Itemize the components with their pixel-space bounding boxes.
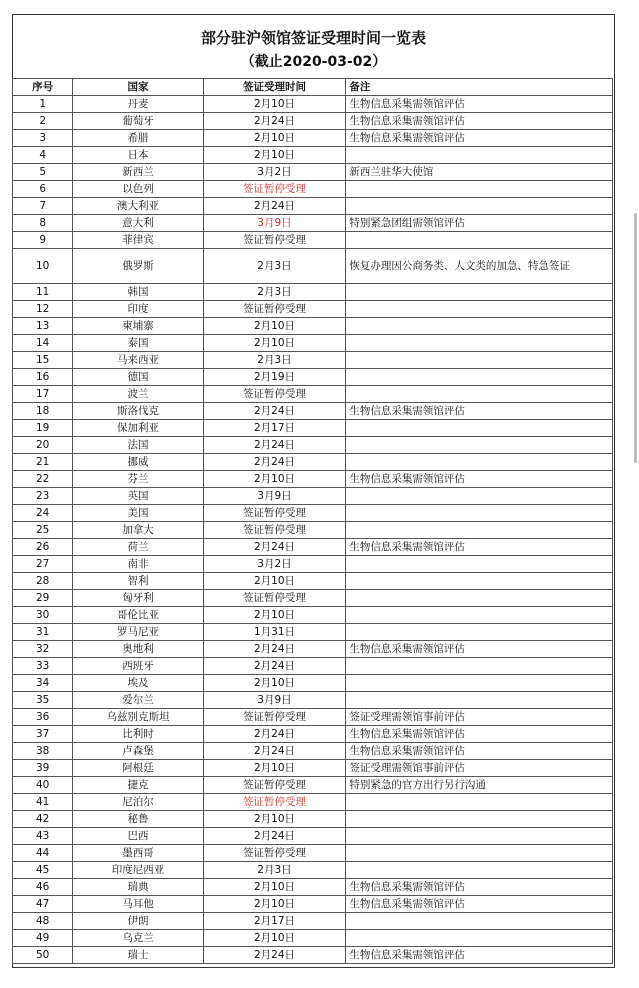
table-row [13, 369, 613, 386]
row-note [346, 862, 613, 879]
header-date: 签证受理时间 [203, 79, 346, 96]
row-index: 14 [13, 335, 73, 352]
row-note: 签证受理需领馆事前评估 [346, 760, 613, 777]
row-country: 美国 [73, 505, 203, 522]
row-date: 2月24日 [203, 641, 346, 658]
row-note [346, 198, 613, 215]
row-date: 2月10日 [203, 930, 346, 947]
row-country: 韩国 [73, 284, 203, 301]
row-note [346, 284, 613, 301]
row-country: 英国 [73, 488, 203, 505]
row-index: 36 [13, 709, 73, 726]
row-note [346, 590, 613, 607]
row-note: 生物信息采集需领馆评估 [346, 539, 613, 556]
row-index: 47 [13, 896, 73, 913]
row-note: 生物信息采集需领馆评估 [346, 896, 613, 913]
row-country: 马来西亚 [73, 352, 203, 369]
row-index: 26 [13, 539, 73, 556]
row-date: 2月24日 [203, 828, 346, 845]
row-note [346, 335, 613, 352]
row-note: 特别紧急的官方出行另行沟通 [346, 777, 613, 794]
scrollbar[interactable] [634, 213, 637, 463]
header-note: 备注 [346, 79, 613, 96]
header-country: 国家 [73, 79, 203, 96]
row-note: 新西兰驻华大使馆 [346, 164, 613, 181]
row-index: 35 [13, 692, 73, 709]
row-index: 38 [13, 743, 73, 760]
table-row [13, 743, 613, 760]
row-index: 41 [13, 794, 73, 811]
row-note [346, 692, 613, 709]
row-index: 30 [13, 607, 73, 624]
row-date: 2月10日 [203, 896, 346, 913]
row-date: 2月10日 [203, 147, 346, 164]
row-date: 2月10日 [203, 811, 346, 828]
row-note [346, 488, 613, 505]
row-note [346, 454, 613, 471]
table-row [13, 505, 613, 522]
row-date: 2月24日 [203, 743, 346, 760]
row-index: 44 [13, 845, 73, 862]
table-header-row [13, 79, 613, 96]
row-country: 印度 [73, 301, 203, 318]
row-date: 2月3日 [203, 352, 346, 369]
row-date: 2月3日 [203, 862, 346, 879]
table-row [13, 879, 613, 896]
row-note [346, 318, 613, 335]
row-index: 17 [13, 386, 73, 403]
row-index: 40 [13, 777, 73, 794]
row-index: 32 [13, 641, 73, 658]
row-date: 2月24日 [203, 726, 346, 743]
row-date: 2月10日 [203, 130, 346, 147]
row-note [346, 811, 613, 828]
row-note [346, 420, 613, 437]
row-date: 2月10日 [203, 96, 346, 113]
table-row [13, 828, 613, 845]
row-index: 11 [13, 284, 73, 301]
row-index: 43 [13, 828, 73, 845]
row-note: 生物信息采集需领馆评估 [346, 471, 613, 488]
row-index: 7 [13, 198, 73, 215]
table-row [13, 641, 613, 658]
table-row [13, 913, 613, 930]
row-date: 2月24日 [203, 403, 346, 420]
row-date: 签证暂停受理 [203, 845, 346, 862]
row-index: 31 [13, 624, 73, 641]
row-country: 墨西哥 [73, 845, 203, 862]
row-index: 19 [13, 420, 73, 437]
row-note [346, 573, 613, 590]
row-index: 24 [13, 505, 73, 522]
table-row [13, 420, 613, 437]
table-row [13, 352, 613, 369]
table-row [13, 777, 613, 794]
table-row [13, 862, 613, 879]
row-note [346, 181, 613, 198]
row-note [346, 147, 613, 164]
row-index: 45 [13, 862, 73, 879]
row-country: 挪威 [73, 454, 203, 471]
row-date: 2月24日 [203, 198, 346, 215]
table-row [13, 130, 613, 147]
row-index: 50 [13, 947, 73, 964]
table-row [13, 96, 613, 113]
row-date: 签证暂停受理 [203, 301, 346, 318]
row-index: 5 [13, 164, 73, 181]
row-note: 生物信息采集需领馆评估 [346, 743, 613, 760]
row-date: 2月10日 [203, 675, 346, 692]
table-row [13, 726, 613, 743]
row-note: 签证受理需领馆事前评估 [346, 709, 613, 726]
document-subtitle: （截止2020-03-02） [240, 54, 387, 70]
row-index: 21 [13, 454, 73, 471]
row-date: 签证暂停受理 [203, 777, 346, 794]
row-note: 生物信息采集需领馆评估 [346, 947, 613, 964]
row-country: 马耳他 [73, 896, 203, 913]
row-date: 3月9日 [203, 488, 346, 505]
row-index: 3 [13, 130, 73, 147]
row-index: 4 [13, 147, 73, 164]
row-note [346, 437, 613, 454]
row-date: 签证暂停受理 [203, 709, 346, 726]
row-country: 法国 [73, 437, 203, 454]
row-country: 希腊 [73, 130, 203, 147]
row-country: 澳大利亚 [73, 198, 203, 215]
table-row [13, 386, 613, 403]
table-row [13, 947, 613, 964]
row-date: 2月10日 [203, 318, 346, 335]
table-body [13, 96, 613, 964]
row-country: 罗马尼亚 [73, 624, 203, 641]
table-row [13, 607, 613, 624]
row-index: 48 [13, 913, 73, 930]
row-note [346, 794, 613, 811]
row-index: 1 [13, 96, 73, 113]
row-note [346, 930, 613, 947]
row-country: 比利时 [73, 726, 203, 743]
row-date: 2月17日 [203, 913, 346, 930]
row-date: 2月10日 [203, 335, 346, 352]
row-country: 阿根廷 [73, 760, 203, 777]
row-note [346, 913, 613, 930]
row-index: 39 [13, 760, 73, 777]
row-country: 匈牙利 [73, 590, 203, 607]
row-country: 智利 [73, 573, 203, 590]
row-note [346, 624, 613, 641]
row-date: 签证暂停受理 [203, 522, 346, 539]
table-row [13, 437, 613, 454]
row-index: 25 [13, 522, 73, 539]
row-note [346, 352, 613, 369]
row-note: 生物信息采集需领馆评估 [346, 113, 613, 130]
row-index: 49 [13, 930, 73, 947]
table-row [13, 301, 613, 318]
row-country: 保加利亚 [73, 420, 203, 437]
row-note: 生物信息采集需领馆评估 [346, 641, 613, 658]
row-country: 卢森堡 [73, 743, 203, 760]
row-country: 瑞典 [73, 879, 203, 896]
row-country: 加拿大 [73, 522, 203, 539]
row-note: 生物信息采集需领馆评估 [346, 96, 613, 113]
row-date: 签证暂停受理 [203, 590, 346, 607]
row-date: 签证暂停受理 [203, 505, 346, 522]
visa-table [12, 78, 613, 964]
row-country: 芬兰 [73, 471, 203, 488]
table-row [13, 556, 613, 573]
table-row [13, 539, 613, 556]
row-index: 12 [13, 301, 73, 318]
row-date: 2月24日 [203, 113, 346, 130]
row-country: 波兰 [73, 386, 203, 403]
table-row [13, 709, 613, 726]
row-country: 南非 [73, 556, 203, 573]
row-date: 2月10日 [203, 879, 346, 896]
row-country: 西班牙 [73, 658, 203, 675]
table-row [13, 403, 613, 420]
row-country: 斯洛伐克 [73, 403, 203, 420]
row-country: 菲律宾 [73, 232, 203, 249]
row-country: 柬埔寨 [73, 318, 203, 335]
row-country: 意大利 [73, 215, 203, 232]
row-country: 巴西 [73, 828, 203, 845]
row-note [346, 505, 613, 522]
row-index: 23 [13, 488, 73, 505]
row-country: 埃及 [73, 675, 203, 692]
row-note: 恢复办理因公商务类、人文类的加急、特急签证 [346, 249, 613, 284]
row-country: 荷兰 [73, 539, 203, 556]
row-index: 29 [13, 590, 73, 607]
row-index: 42 [13, 811, 73, 828]
row-country: 秘鲁 [73, 811, 203, 828]
table-row [13, 181, 613, 198]
row-note [346, 845, 613, 862]
header-index: 序号 [13, 79, 73, 96]
row-date: 2月3日 [203, 284, 346, 301]
row-country: 葡萄牙 [73, 113, 203, 130]
row-index: 15 [13, 352, 73, 369]
row-index: 33 [13, 658, 73, 675]
row-date: 2月24日 [203, 454, 346, 471]
row-note: 生物信息采集需领馆评估 [346, 726, 613, 743]
row-note: 生物信息采集需领馆评估 [346, 403, 613, 420]
table-row [13, 318, 613, 335]
row-note [346, 675, 613, 692]
row-date: 2月24日 [203, 437, 346, 454]
table-row [13, 215, 613, 232]
row-date: 2月24日 [203, 658, 346, 675]
table-row [13, 147, 613, 164]
row-country: 印度尼西亚 [73, 862, 203, 879]
table-row [13, 232, 613, 249]
document-title: 部分驻沪领馆签证受理时间一览表 [200, 29, 426, 47]
row-index: 20 [13, 437, 73, 454]
row-country: 尼泊尔 [73, 794, 203, 811]
table-row [13, 624, 613, 641]
row-date: 2月10日 [203, 471, 346, 488]
row-index: 2 [13, 113, 73, 130]
row-note [346, 232, 613, 249]
row-note [346, 828, 613, 845]
row-index: 10 [13, 249, 73, 284]
table-row [13, 198, 613, 215]
row-country: 德国 [73, 369, 203, 386]
table-row [13, 845, 613, 862]
row-country: 新西兰 [73, 164, 203, 181]
table-row [13, 760, 613, 777]
row-note: 生物信息采集需领馆评估 [346, 879, 613, 896]
document-frame [12, 14, 615, 968]
row-note: 特别紧急团组需领馆评估 [346, 215, 613, 232]
row-country: 伊朗 [73, 913, 203, 930]
table-row [13, 454, 613, 471]
row-date: 签证暂停受理 [203, 794, 346, 811]
row-index: 16 [13, 369, 73, 386]
row-country: 日本 [73, 147, 203, 164]
row-note [346, 369, 613, 386]
row-index: 18 [13, 403, 73, 420]
row-date: 2月10日 [203, 573, 346, 590]
row-note [346, 607, 613, 624]
table-row [13, 522, 613, 539]
table-row [13, 249, 613, 284]
row-index: 28 [13, 573, 73, 590]
table-row [13, 471, 613, 488]
row-country: 瑞士 [73, 947, 203, 964]
row-country: 捷克 [73, 777, 203, 794]
row-date: 1月31日 [203, 624, 346, 641]
row-country: 泰国 [73, 335, 203, 352]
row-index: 22 [13, 471, 73, 488]
table-row [13, 488, 613, 505]
row-date: 2月24日 [203, 539, 346, 556]
row-country: 哥伦比亚 [73, 607, 203, 624]
row-index: 13 [13, 318, 73, 335]
row-date: 2月3日 [203, 249, 346, 284]
row-date: 2月10日 [203, 607, 346, 624]
row-note [346, 522, 613, 539]
row-index: 27 [13, 556, 73, 573]
table-row [13, 573, 613, 590]
row-country: 乌兹别克斯坦 [73, 709, 203, 726]
row-date: 3月9日 [203, 215, 346, 232]
table-row [13, 794, 613, 811]
row-date: 2月24日 [203, 947, 346, 964]
row-date: 签证暂停受理 [203, 181, 346, 198]
row-note [346, 301, 613, 318]
row-note: 生物信息采集需领馆评估 [346, 130, 613, 147]
row-note [346, 386, 613, 403]
row-date: 3月9日 [203, 692, 346, 709]
row-date: 2月10日 [203, 760, 346, 777]
row-index: 46 [13, 879, 73, 896]
row-date: 2月19日 [203, 369, 346, 386]
table-row [13, 658, 613, 675]
table-row [13, 896, 613, 913]
row-index: 37 [13, 726, 73, 743]
row-index: 8 [13, 215, 73, 232]
table-row [13, 692, 613, 709]
row-country: 以色列 [73, 181, 203, 198]
table-row [13, 335, 613, 352]
row-date: 3月2日 [203, 556, 346, 573]
row-index: 9 [13, 232, 73, 249]
row-country: 丹麦 [73, 96, 203, 113]
row-note [346, 556, 613, 573]
row-country: 乌克兰 [73, 930, 203, 947]
table-row [13, 590, 613, 607]
row-country: 爱尔兰 [73, 692, 203, 709]
row-country: 俄罗斯 [73, 249, 203, 284]
table-row [13, 930, 613, 947]
row-date: 签证暂停受理 [203, 386, 346, 403]
table-row [13, 113, 613, 130]
row-date: 2月17日 [203, 420, 346, 437]
row-index: 34 [13, 675, 73, 692]
row-index: 6 [13, 181, 73, 198]
row-country: 奥地利 [73, 641, 203, 658]
row-date: 3月2日 [203, 164, 346, 181]
table-row [13, 284, 613, 301]
table-row [13, 164, 613, 181]
table-row [13, 675, 613, 692]
table-row [13, 811, 613, 828]
row-note [346, 658, 613, 675]
row-date: 签证暂停受理 [203, 232, 346, 249]
